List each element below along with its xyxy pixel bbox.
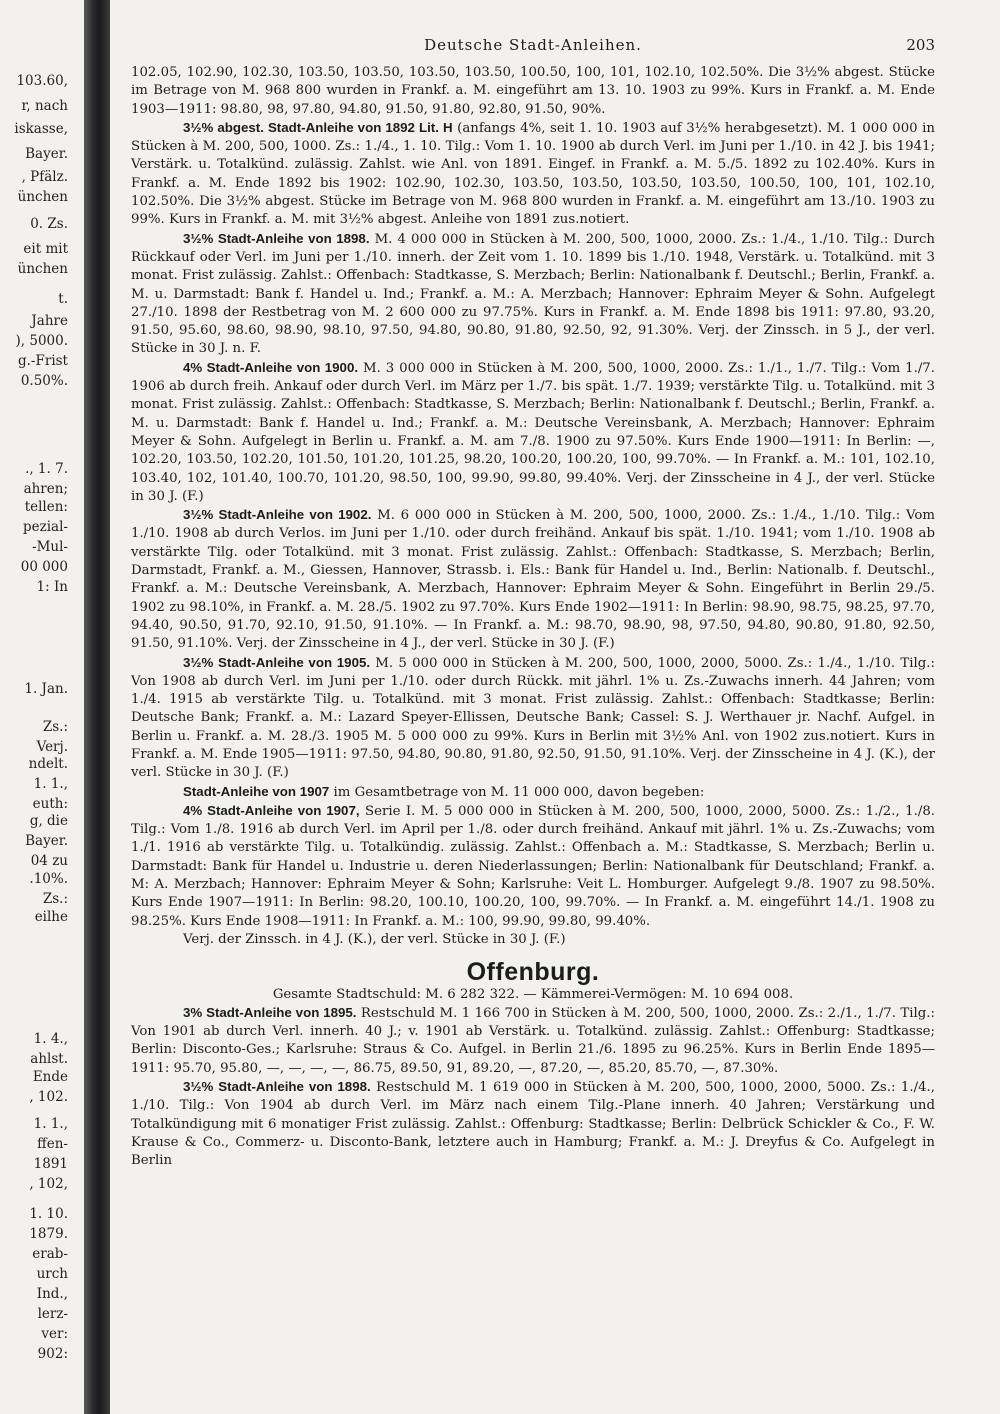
entry-1902: 3½% Stadt-Anleihe von 1902. M. 6 000 000 in Stücken à M. 200, 500, 1000, 2000. Zs.: 1./4., 1./10. Tilg.: Vom 1./10. 1908 ab durch Verlos. im Juni per 1./10. oder durch freihänd. Ankauf bis spät. 1./10. 1941; vom 1./10. 1908 ab verstärkte Tilg. oder Totalkünd. mit 3 monat. Frist zulässig. Zahlst.: Offenbach: Stadtkasse, S. Merzbach; Berlin, Darmstadt, Frankf. a. M., Giessen, Hannover, Strassb. i. Els.: Bank für Handel u. Ind., Berlin: Nationalb. f. Deutschl., Frankf. a. M.: Deutsche Vereinsbank, A. Merzbach, Hannover: Ephraim Meyer & Sohn. Eingeführt in Berlin 29./5. 1902 zu 98.10%, in Frankf. a. M. 28./5. 1902 zu 97.70%. Kurs Ende 1902—1911: In Berlin: 98.90, 98.75, 98.25, 97.70, 94.40, 90.50, 91.70, 92.10, 91.50, 91.10%. — In Frankf. a. M.: 98.70, 98.90, 98, 97.50, 94.80, 90.80, 91.80, 92.50, 91.50, 91.10%. Verj. der Zinsscheine in 4 J., der verl. Stücke in 30 J. (F.)	[131, 507, 935, 652]
city-entry-1895: 3% Stadt-Anleihe von 1895. Restschuld M. 1 166 700 in Stücken à M. 200, 500, 1000, 2000. Zs.: 2./1., 1./7. Tilg.: Von 1901 ab durch Verl. innerh. 40 J.; v. 1901 ab Verstärk. u. Totalkünd. zulässig. Zahlst.: Offenburg: Stadtkasse; Berlin: Disconto-Ges.; Karlsruhe: Straus & Co. Aufgel. in Berlin 21./6. 1895 zu 96.25%. Kurs in Berlin Ende 1895—1911: 95.70, 95.80, —, —, —, —, 86.75, 89.50, 91, 89.20, —, 87.20, —, 85.20, 85.70, —, 87.30%.	[131, 1004, 935, 1076]
left-fragment-line: ., 1. 7.	[25, 461, 68, 477]
entry-heading: 3½% Stadt-Anleihe von 1898.	[183, 230, 370, 246]
left-fragment-line: erab-	[32, 1246, 68, 1262]
left-fragment-line: 902:	[37, 1346, 68, 1362]
entry-heading: 3% Stadt-Anleihe von 1895.	[183, 1004, 357, 1020]
left-fragment-line: 0.50%.	[20, 373, 68, 389]
left-fragment-line: 00 000	[20, 559, 68, 575]
left-fragment-line: Ende	[32, 1069, 68, 1085]
left-fragment-line: tellen:	[24, 499, 68, 515]
left-fragment-line: Bayer.	[25, 146, 68, 162]
left-fragment-line: , Pfälz.	[21, 169, 68, 185]
entry-continuation: 102.05, 102.90, 102.30, 103.50, 103.50, 103.50, 103.50, 100.50, 100, 101, 102.10, 102.50%. Die 3½% abgest. Stücke im Betrage von M. 968 800 wurden in Frankf. a. M. eingeführt am 13. 10. 1903 zu 99%. Kurs in Frankf. a. M. Ende 1903—1911: 98.80, 98, 97.80, 94.80, 91.50, 91.80, 92.80, 91.50, 90%.	[131, 65, 935, 117]
entry-1907-serie-1: 4% Stadt-Anleihe von 1907, Serie I. M. 5 000 000 in Stücken à M. 200, 500, 1000, 2000, 5000. Zs.: 1./2., 1./8. Tilg.: Vom 1./8. 1916 ab durch Verl. im April per 1./8. oder durch freihänd. Ankauf mit jährl. 1% u. Zs.-Zuwachs; vom 1./1. 1916 ab verstärkte Tilg. u. Totalkündig. zulässig. Zahlst.: Offenbach a. M.: Stadtkasse, S. Merzbach; Berlin u. Darmstadt: Bank für Handel u. Industrie u. deren Niederlassungen; Berlin: Nationalbank für Deutschland; Frankf. a. M: A. Merzbach; Hannover: Ephraim Meyer & Sohn; Karlsruhe: Veit L. Homburger. Aufgelegt 9./8. 1907 zu 98.50%. Kurs Ende 1907—1911: In Berlin: 98.20, 100.10, 100.20, 100, 99.70%. — In Frankf. a. M. eingeführt 14./1. 1908 zu 98.25%. Kurs Ende 1908—1911: In Frankf. a. M.: 100, 99.90, 99.80, 99.40%.	[131, 802, 935, 929]
left-fragment-line: g.-Frist	[18, 353, 68, 369]
entry-1907-verj: Verj. der Zinssch. in 4 J. (K.), der verl. Stücke in 30 J. (F.)	[183, 931, 566, 947]
city-summary: Gesamte Stadtschuld: M. 6 282 322. — Kämmerei-Vermögen: M. 10 694 008.	[272, 986, 794, 1002]
left-fragment-line: Zs.:	[42, 891, 68, 907]
left-fragment-line: 1879.	[29, 1226, 68, 1242]
left-fragment-line: t.	[58, 291, 68, 307]
city-entry-1898: 3½% Stadt-Anleihe von 1898. Restschuld M. 1 619 000 in Stücken à M. 200, 500, 1000, 2000, 5000. Zs.: 1./4., 1./10. Tilg.: Von 1904 ab durch Verl. im März nach einem Tilg.-Plane innerh. 40 Jahren; Verstärkung und Totalkündigung mit 6 monatiger Frist zulässig. Zahlst.: Offenburg: Stadtkasse; Berlin: Delbrück Schickler & Co., F. W. Krause & Co., Commerz- u. Disconto-Bank, letztere auch in Hamburg; Frankf. a. M.: J. Dreyfus & Co. Aufgelegt in Berlin	[131, 1079, 935, 1169]
running-title: Deutsche Stadt-Anleihen.	[424, 36, 642, 54]
left-fragment-line: , 102,	[29, 1176, 68, 1192]
city-heading: Offenburg.	[466, 958, 600, 987]
left-fragment-line: ünchen	[17, 189, 68, 205]
entry-heading: 4% Stadt-Anleihe von 1900.	[183, 359, 359, 375]
entry-1905: 3½% Stadt-Anleihe von 1905. M. 5 000 000 in Stücken à M. 200, 500, 1000, 2000, 5000. Zs.: 1./4., 1./10. Tilg.: Von 1908 ab durch Verl. im Juni per 1./10. oder durch Rückk. mit jährl. 1% u. Zs.-Zuwachs innerh. 44 Jahren; vom 1./4. 1915 ab verstärkte Tilg. u. Totalkünd. mit 3 monat. Frist zulässig. Zahlst.: Offenbach: Stadtkasse; Berlin: Deutsche Bank; Frankf. a. M.: Lazard Speyer-Ellissen, Deutsche Bank; Cassel: S. J. Werthauer jr. Nachf. Aufgel. in Berlin u. Frankf. a. M. 28./3. 1905 M. 5 000 000 zu 99%. Kurs in Berlin mit 3½% Anl. von 1902 zus.notiert. Kurs in Frankf. a. M. Ende 1905—1911: 97.50, 94.80, 90.80, 91.80, 92.50, 91.50, 91.10%. Verj. der Zinsscheine in 4 J. (K.), der verl. Stücke in 30 J. (F.)	[131, 654, 935, 781]
left-fragment-line: 1891	[33, 1156, 68, 1172]
left-fragment-line: 103.60,	[16, 73, 68, 89]
left-fragment-line: iskasse,	[14, 121, 68, 137]
left-fragment-line: ), 5000.	[15, 333, 68, 349]
left-fragment-line: , 102.	[29, 1089, 68, 1105]
left-fragment-line: ahren;	[23, 481, 68, 497]
left-fragment-line: g, die	[29, 813, 68, 829]
left-fragment-line: ffen-	[37, 1136, 68, 1152]
page-body	[131, 64, 935, 1171]
left-fragment-line: Bayer.	[25, 833, 68, 849]
left-fragment-line: 0. Zs.	[30, 216, 68, 232]
entry-heading: 3½% Stadt-Anleihe von 1905.	[183, 654, 371, 670]
entry-heading: 3½% abgest. Stadt-Anleihe von 1892 Lit. H	[183, 119, 453, 135]
entry-heading: Stadt-Anleihe von 1907	[183, 783, 330, 799]
book-spine-shadow	[84, 0, 110, 1414]
left-fragment-line: urch	[36, 1266, 68, 1282]
left-fragment-line: lerz-	[37, 1306, 68, 1322]
entry-heading: 4% Stadt-Anleihe von 1907,	[183, 802, 360, 818]
left-fragment-line: 1: In	[36, 579, 68, 595]
left-fragment-line: Verj.	[36, 739, 68, 755]
page-header	[131, 36, 935, 58]
left-fragment-line: Ind.,	[36, 1286, 68, 1302]
entry-1898: 3½% Stadt-Anleihe von 1898. M. 4 000 000 in Stücken à M. 200, 500, 1000, 2000. Zs.: 1./4., 1./10. Tilg.: Durch Rückkauf oder Verl. im Juni per 1./10. innerh. der Zeit vom 1. 10. 1899 bis 1./10. 1948, Verstärk. u. Totalkünd. mit 3 monat. Frist zulässig. Zahlst.: Offenbach: Stadtkasse, S. Merzbach; Berlin: Nationalbank f. Deutschl.; Berlin, Frankf. a. M. u. Darmstadt: Bank f. Handel u. Ind.; Frankf. a. M.: A. Merzbach; Hannover: Ephraim Meyer & Sohn. Aufgelegt 27./10. 1898 der Restbetrag von M. 2 600 000 zu 97.75%. Kurs in Frankf. a. M. Ende 1898 bis 1911: 97.80, 93.20, 91.50, 95.60, 98.60, 98.90, 98.10, 97.50, 94.80, 90.80, 91.80, 92.50, 92, 91.30%. Verj. der Zinssch. in 5 J., der verl. Stücke in 30 J. n. F.	[131, 230, 935, 357]
entry-1892: 3½% abgest. Stadt-Anleihe von 1892 Lit. H (anfangs 4%, seit 1. 10. 1903 auf 3½% herabgesetzt). M. 1 000 000 in Stücken à M. 200, 500, 1000. Zs.: 1./4., 1. 10. Tilg.: Vom 1. 10. 1900 ab durch Verl. im Juni per 1./10. in 42 J. bis 1941; Verstärk. u. Totalkünd. zulässig. Zahlst. wie Anl. von 1891. Eingef. in Frankf. a. M. 5./5. 1892 zu 102.40%. Kurs in Frankf. a. M. Ende 1892 bis 1902: 102.90, 102.30, 103.50, 103.50, 103.50, 103.50, 100.50, 100, 101, 102.10, 102.50%. Die 3½% abgest. Stücke im Betrage von M. 968 800 wurden in Frankf. a. M. eingeführt am 13./10. 1903 zu 99%. Kurs in Frankf. a. M. mit 3½% abgest. Anleihe von 1891 zus.notiert.	[131, 119, 935, 228]
left-fragment-line: r, nach	[21, 98, 68, 114]
left-fragment-line: 1. 4.,	[33, 1031, 68, 1047]
entry-heading: 3½% Stadt-Anleihe von 1898.	[183, 1079, 371, 1095]
left-fragment-line: eit mit	[23, 241, 68, 257]
left-fragment-line: ver:	[41, 1326, 68, 1342]
left-fragment-line: ndelt.	[28, 756, 68, 772]
left-fragment-line: 1. 1.,	[33, 1116, 68, 1132]
left-fragment-line: ahlst.	[30, 1051, 68, 1067]
page-number: 203	[906, 36, 935, 54]
left-fragment-line: 1. 10.	[29, 1206, 68, 1222]
left-page-fragment	[0, 0, 82, 1414]
left-fragment-line: Jahre	[31, 313, 68, 329]
left-fragment-line: 04 zu	[30, 853, 68, 869]
left-fragment-line: eilhe	[34, 909, 68, 925]
left-fragment-line: Zs.:	[42, 719, 68, 735]
left-fragment-line: 1. Jan.	[24, 681, 68, 697]
left-fragment-line: pezial-	[23, 519, 68, 535]
entry-1907: Stadt-Anleihe von 1907 im Gesamtbetrage von M. 11 000 000, davon begeben:	[183, 783, 705, 800]
left-fragment-line: 1. 1.,	[33, 776, 68, 792]
left-fragment-line: euth:	[32, 796, 68, 812]
left-fragment-line: ünchen	[17, 261, 68, 277]
left-fragment-line: -Mul-	[32, 539, 68, 555]
left-fragment-line: .10%.	[29, 871, 68, 887]
entry-1900: 4% Stadt-Anleihe von 1900. M. 3 000 000 in Stücken à M. 200, 500, 1000, 2000. Zs.: 1./1., 1./7. Tilg.: Vom 1./7. 1906 ab durch freih. Ankauf oder durch Verl. im März per 1./7. bis spät. 1./7. 1939; verstärkte Tilg. u. Totalkünd. mit 3 monat. Frist zulässig. Zahlst.: Offenbach: Stadtkasse, S. Merzbach; Berlin: Nationalbank f. Deutschl.; Berlin, Frankf. a. M. u. Darmstadt: Bank f. Handel u. Ind.; Frankf. a. M.: Deutsche Vereinsbank, A. Merzbach; Hannover: Ephraim Meyer & Sohn. Aufgelegt in Berlin u. Frankf. a. M. am 7./8. 1900 zu 97.50%. Kurs Ende 1900—1911: In Berlin: —, 102.20, 103.50, 102.20, 101.50, 101.20, 101.25, 98.20, 100.20, 100.20, 100, 99.70%. — In Frankf. a. M.: 101, 102.10, 103.40, 102, 101.40, 100.70, 101.20, 98.50, 100, 99.90, 99.80, 99.40%. Verj. der Zinsscheine in 4 J., der verl. Stücke in 30 J. (F.)	[131, 359, 935, 504]
entry-heading: 3½% Stadt-Anleihe von 1902.	[183, 507, 372, 523]
